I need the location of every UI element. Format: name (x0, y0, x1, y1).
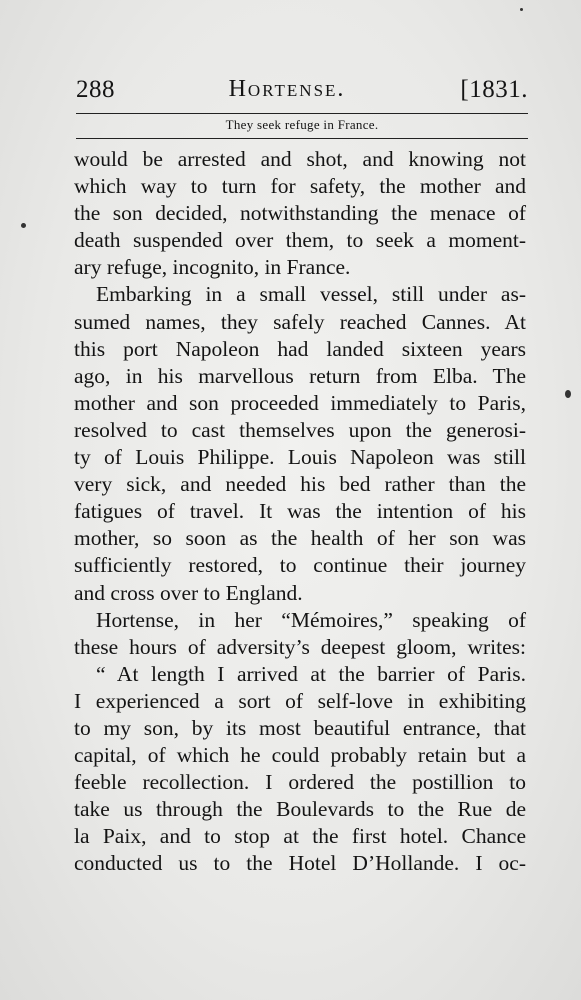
text-line: la Paix, and to stop at the first hotel. Chance (74, 824, 526, 849)
text-line: ary refuge, incognito, in France. (74, 255, 351, 280)
section-subheading: They seek refuge in France. (225, 117, 379, 132)
text-line: mother and son proceeded immediately to Paris, (74, 390, 526, 415)
text-line: which way to turn for safety, the mother and (74, 174, 526, 199)
running-header (76, 74, 528, 108)
text-line: the son decided, notwithstanding the menace of (74, 201, 526, 226)
text-line: would be arrested and shot, and knowing not (74, 147, 526, 171)
text-line: conducted us to the Hotel D’Hollande. I oc- (74, 851, 526, 876)
body-text (74, 146, 526, 878)
text-line: this port Napoleon had landed sixteen years (74, 336, 526, 361)
scan-speck (520, 8, 523, 11)
text-line: feeble recollection. I ordered the postillion to (74, 770, 526, 795)
text-line: sufficiently restored, to continue their journey (74, 553, 526, 578)
text-line: and cross over to England. (74, 580, 303, 605)
header-rule-top (76, 113, 528, 114)
page-number: 288 (76, 76, 115, 103)
text-line: fatigues of travel. It was the intention of his (74, 499, 526, 524)
header-year: [1831. (460, 76, 528, 103)
text-line: to my son, by its most beautiful entrance, that (74, 715, 526, 740)
paragraph-start-line: Embarking in a small vessel, still under as- (96, 282, 526, 307)
text-line: these hours of adversity’s deepest gloom, writes: (74, 634, 526, 659)
text-line: ty of Louis Philippe. Louis Napoleon was still (74, 445, 526, 470)
paragraph-start-line: Hortense, in her “Mémoires,” speaking of (96, 607, 526, 632)
text-line: resolved to cast themselves upon the generosi- (74, 417, 526, 442)
scan-speck (21, 223, 26, 228)
text-line: very sick, and needed his bed rather than the (74, 472, 526, 497)
text-line: capital, of which he could probably retain but a (74, 743, 526, 768)
text-line: ago, in his marvellous return from Elba. The (74, 363, 526, 388)
header-rule-bottom (76, 138, 528, 139)
running-title: Hortense. (228, 76, 346, 102)
scan-speck (565, 390, 571, 398)
text-line: I experienced a sort of self-love in exhibiting (74, 688, 526, 713)
text-line: sumed names, they safely reached Cannes. At (74, 309, 526, 334)
text-line: take us through the Boulevards to the Rue de (74, 797, 526, 822)
quotation-start-line: “ At length I arrived at the barrier of Paris. (96, 661, 526, 686)
text-line: death suspended over them, to seek a moment- (74, 228, 526, 253)
text-line: mother, so soon as the health of her son was (74, 526, 526, 551)
